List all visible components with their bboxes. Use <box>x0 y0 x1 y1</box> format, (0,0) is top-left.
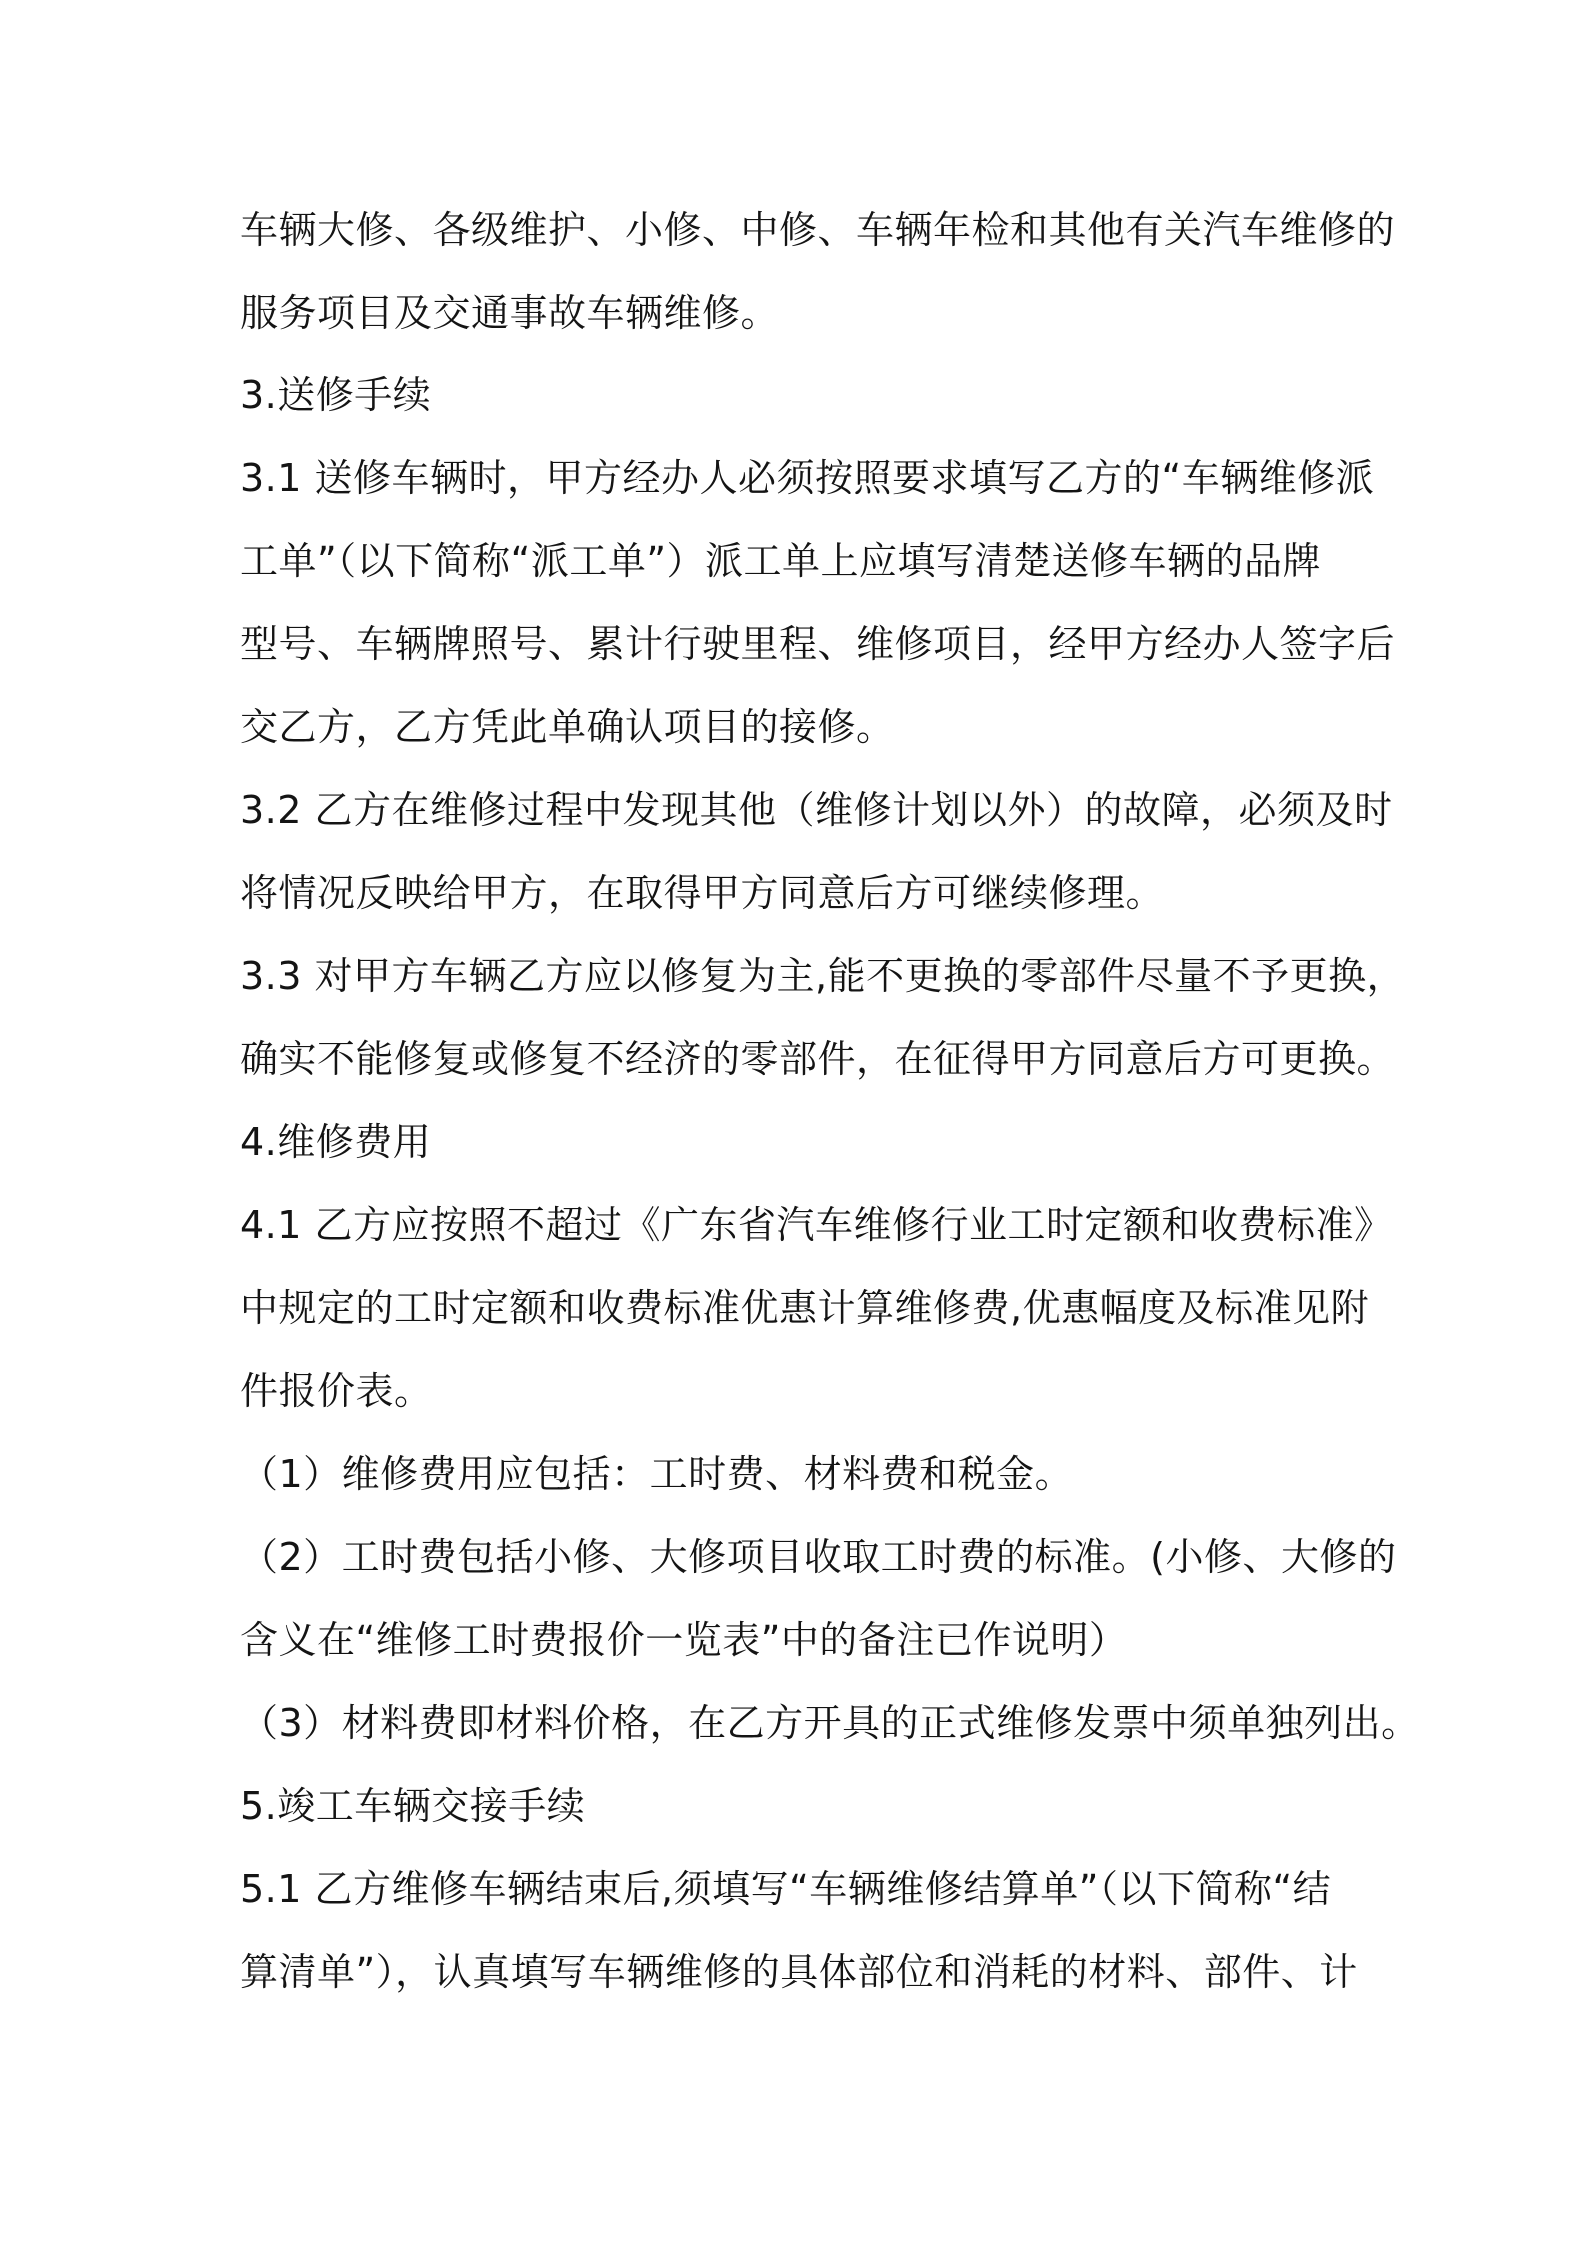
body-text-line: 交乙方，乙方凭此单确认项目的接修。 <box>240 705 895 749</box>
body-text-line: 将情况反映给甲方，在取得甲方同意后方可继续修理。 <box>240 871 1165 915</box>
body-text-line: 算清单”），认真填写车辆维修的具体部位和消耗的材料、部件、计 <box>240 1950 1358 1994</box>
body-text-line: 3.2 乙方在维修过程中发现其他（维修计划以外）的故障，必须及时 <box>240 788 1393 832</box>
body-text-line: 中规定的工时定额和收费标准优惠计算维修费,优惠幅度及标准见附 <box>240 1286 1370 1330</box>
body-text-line: 5.1 乙方维修车辆结束后,须填写“车辆维修结算单”（以下简称“结 <box>240 1867 1332 1911</box>
body-text-line: 件报价表。 <box>240 1369 433 1413</box>
body-text-line: 服务项目及交通事故车辆维修。 <box>240 291 780 335</box>
body-text-line: 3.1 送修车辆时，甲方经办人必须按照要求填写乙方的“车辆维修派 <box>240 456 1375 500</box>
section-heading: 5.竣工车辆交接手续 <box>240 1784 586 1828</box>
body-text-line: 4.1 乙方应按照不超过《广东省汽车维修行业工时定额和收费标准》 <box>240 1203 1393 1247</box>
body-text-line: 工单”（以下简称“派工单”）派工单上应填写清楚送修车辆的品牌 <box>240 539 1322 583</box>
body-text-line: （2）工时费包括小修、大修项目收取工时费的标准。(小修、大修的 <box>240 1535 1397 1579</box>
body-text-line: 含义在“维修工时费报价一览表”中的备注已作说明） <box>240 1618 1128 1662</box>
body-text-line: 型号、车辆牌照号、累计行驶里程、维修项目，经甲方经办人签字后 <box>240 622 1396 666</box>
section-heading: 3.送修手续 <box>240 373 432 417</box>
body-text-line: 确实不能修复或修复不经济的零部件，在征得甲方同意后方可更换。 <box>240 1037 1396 1081</box>
body-text-line: 车辆大修、各级维护、小修、中修、车辆年检和其他有关汽车维修的 <box>240 208 1396 252</box>
body-text-line: （3）材料费即材料价格，在乙方开具的正式维修发票中须单独列出。 <box>240 1701 1420 1745</box>
body-text-line: （1）维修费用应包括：工时费、材料费和税金。 <box>240 1452 1074 1496</box>
section-heading: 4.维修费用 <box>240 1120 432 1164</box>
body-text-line: 3.3 对甲方车辆乙方应以修复为主,能不更换的零部件尽量不予更换， <box>240 954 1406 998</box>
